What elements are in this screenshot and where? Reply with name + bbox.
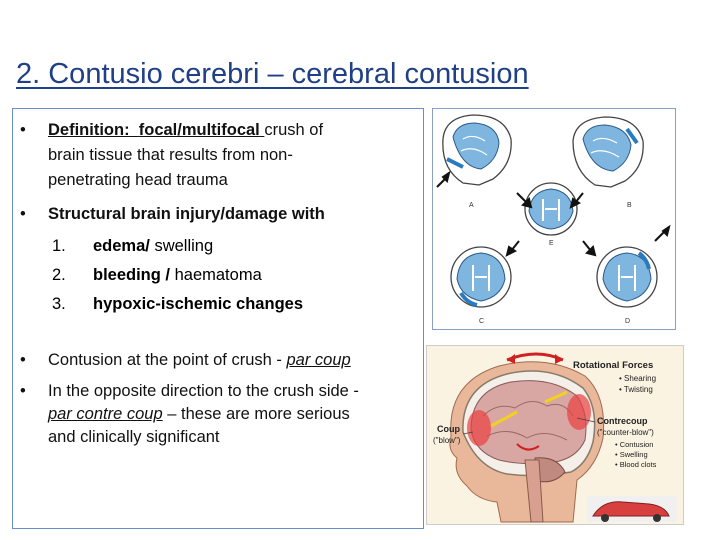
definition-line2: brain tissue that results from non- (48, 146, 293, 164)
label-c: C (479, 318, 485, 325)
coup-text: Contusion at the point of crush - (48, 351, 282, 369)
list-number: 3. (52, 295, 66, 313)
rotation-arrow-icon (507, 354, 563, 360)
head-section-illustration (427, 346, 683, 524)
contrecoup-label: Contrecoup (597, 416, 648, 426)
rotational-forces-label: Rotational Forces (573, 360, 654, 371)
coup-term: par coup (286, 351, 351, 369)
skull-c-icon (451, 247, 511, 307)
contre-rest: – these are more serious (167, 405, 350, 423)
coup-contrecoup-figure (426, 345, 684, 525)
twisting-label: • Twisting (619, 385, 653, 394)
brain-diagram-figure (432, 108, 676, 330)
label-d: D (625, 318, 631, 325)
skull-e-icon (525, 183, 577, 235)
shearing-label: • Shearing (619, 374, 657, 383)
bullet-marker: • (20, 382, 26, 400)
label-b: B (627, 202, 632, 209)
brain-diagram-illustration (433, 109, 675, 329)
swelling-label: • Swelling (615, 450, 648, 459)
blood-clots-label: • Blood clots (615, 460, 657, 469)
skull-d-icon (597, 247, 657, 307)
list-number: 1. (52, 237, 66, 255)
skull-a-icon (443, 115, 511, 185)
list-number: 2. (52, 266, 66, 284)
contre-line3: and clinically significant (48, 428, 220, 446)
contrecoup-sub-label: ("counter-blow") (597, 428, 654, 437)
coup-label: Coup (437, 424, 460, 434)
label-a: A (469, 202, 474, 209)
contre-line1: In the opposite direction to the crush side - (48, 382, 359, 400)
contre-term: par contre coup (48, 405, 163, 423)
skull-b-icon (573, 117, 643, 187)
definition-term: focal/multifocal (138, 121, 260, 139)
label-e: E (549, 240, 554, 247)
definition-label: Definition: (48, 121, 130, 139)
definition-rest: crush of (264, 121, 324, 139)
slide-title: 2. Contusio cerebri – cerebral contusion (16, 58, 529, 90)
bullet-marker: • (20, 205, 26, 223)
bullet-marker: • (20, 351, 26, 369)
contusion-label: • Contusion (615, 440, 654, 449)
coup-zone (467, 410, 491, 446)
definition-line3: penetrating head trauma (48, 171, 228, 189)
structural-text: Structural brain injury/damage with (48, 205, 325, 223)
contrecoup-zone (567, 394, 591, 430)
coup-sub-label: ("blow") (433, 436, 461, 445)
bullet-marker: • (20, 121, 26, 139)
